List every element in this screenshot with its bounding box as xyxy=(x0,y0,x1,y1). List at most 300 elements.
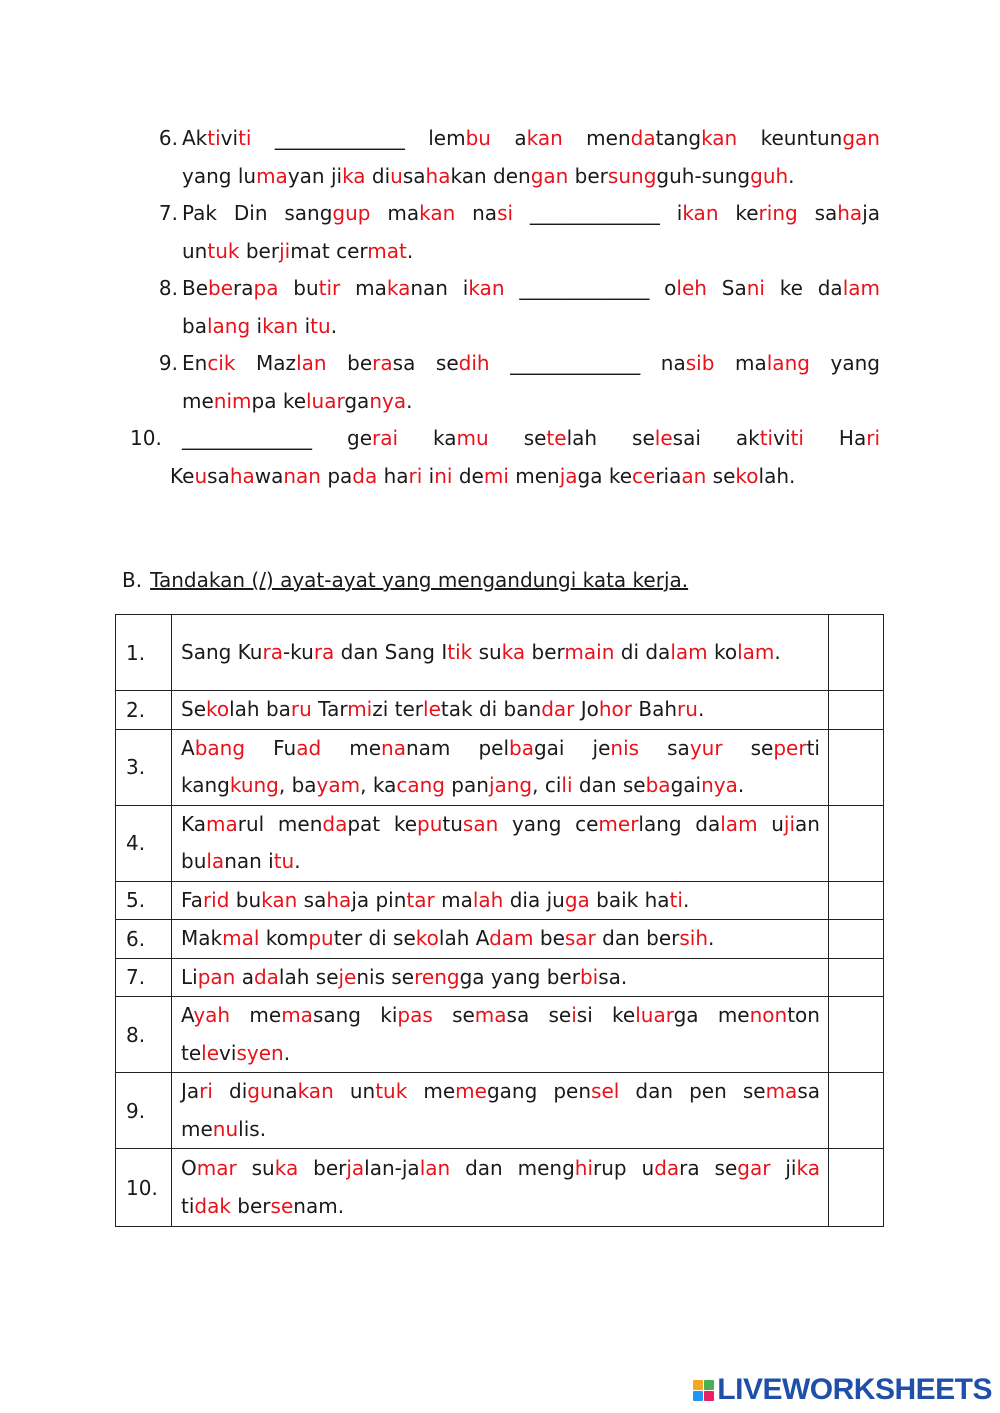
syllable-text: ria xyxy=(655,463,682,488)
row-number: 8. xyxy=(116,997,172,1073)
syllable-text: mat cer xyxy=(290,238,368,263)
syllable-text: ma xyxy=(434,887,473,912)
syllable-text: tun xyxy=(809,126,843,150)
syllable-text: i xyxy=(298,313,311,338)
syllable-text: Ak xyxy=(182,126,208,150)
syllable-text: ge xyxy=(347,426,372,450)
tick-answer-cell[interactable] xyxy=(829,997,884,1073)
syllable-text: lang da xyxy=(638,811,721,836)
sentence-line xyxy=(181,997,820,1035)
syllable-text: se xyxy=(722,735,774,760)
syllable-text: se xyxy=(432,1003,475,1027)
sentence-line xyxy=(181,806,820,844)
syllable-text: _____________ xyxy=(504,276,665,300)
syllable-text: Fa xyxy=(181,887,203,912)
syllable-text: se xyxy=(488,426,547,450)
syllable-text: En xyxy=(182,351,208,375)
question-line xyxy=(182,345,880,383)
highlighted-syllable: luar xyxy=(635,1003,674,1027)
row-number: 10. xyxy=(116,1149,172,1227)
sentence-line xyxy=(181,1188,820,1226)
syllable-text: A xyxy=(181,1003,194,1027)
highlighted-syllable: kan xyxy=(701,126,738,150)
sentence-line xyxy=(181,1150,820,1188)
syllable-text: ra xyxy=(233,276,254,300)
syllable-text: ha xyxy=(377,463,409,488)
question-text xyxy=(182,345,880,420)
syllable-text: ga me xyxy=(673,1003,750,1027)
syllable-text: pa xyxy=(320,463,353,488)
syllable-text: me xyxy=(181,1116,213,1141)
syllable-text: rul men xyxy=(237,811,323,836)
highlighted-syllable: sung xyxy=(607,163,657,188)
row-number: 5. xyxy=(116,881,172,920)
highlighted-syllable: tuk xyxy=(207,238,240,263)
question-line xyxy=(182,383,880,421)
highlighted-syllable: tir xyxy=(318,276,341,300)
section-b-label: B. xyxy=(122,568,143,592)
sentence-line xyxy=(181,843,820,881)
row-number: 3. xyxy=(116,729,172,805)
syllable-text: Li xyxy=(181,964,198,989)
highlighted-syllable: si xyxy=(497,201,514,225)
syllable-text: tak di ban xyxy=(440,697,542,721)
question-line xyxy=(182,120,880,158)
sentence-line xyxy=(181,1035,820,1073)
highlighted-syllable: ti xyxy=(669,887,683,912)
highlighted-syllable: je xyxy=(338,964,357,989)
highlighted-syllable: na xyxy=(381,735,406,760)
syllable-text: yang ce xyxy=(498,811,599,836)
logo-square xyxy=(704,1391,714,1401)
table-row xyxy=(116,1073,884,1149)
table-row xyxy=(116,958,884,997)
syllable-text: O xyxy=(181,1156,197,1180)
sentence-cell xyxy=(172,1149,829,1227)
syllable-text: _____________ xyxy=(182,426,347,450)
syllable-text: sa xyxy=(297,887,327,912)
highlighted-syllable: ko xyxy=(415,926,439,950)
syllable-text: ja xyxy=(862,201,880,225)
highlighted-syllable: ko xyxy=(206,697,230,721)
highlighted-syllable: ri xyxy=(408,463,423,488)
highlighted-syllable: lan xyxy=(296,351,327,375)
highlighted-syllable: tar xyxy=(406,887,435,912)
highlighted-syllable: sel xyxy=(591,1079,620,1103)
syllable-text: dan meng xyxy=(450,1156,575,1180)
highlighted-syllable: ha xyxy=(229,463,255,488)
syllable-text: lan-ja xyxy=(364,1156,420,1180)
question-text xyxy=(182,120,880,195)
syllable-text: me xyxy=(407,1079,456,1103)
highlighted-syllable: ni xyxy=(746,276,765,300)
syllable-text: Sa xyxy=(706,276,747,300)
highlighted-syllable: u xyxy=(194,463,208,488)
syllable-text: , ci xyxy=(532,773,562,797)
syllable-text: i xyxy=(250,313,263,338)
highlighted-syllable: da xyxy=(322,811,348,836)
syllable-text: te xyxy=(181,1040,202,1065)
syllable-text: ber xyxy=(230,1193,271,1218)
table-row xyxy=(116,615,884,691)
question-line xyxy=(182,420,880,458)
highlighted-syllable: mar xyxy=(196,1156,237,1180)
question-item xyxy=(130,345,880,420)
sentence-cell xyxy=(172,729,829,805)
syllable-text: sa xyxy=(207,463,230,488)
question-number: 7. xyxy=(158,201,178,225)
syllable-text: men xyxy=(562,126,631,150)
syllable-text: me xyxy=(321,735,382,760)
highlighted-syllable: luar xyxy=(306,388,345,413)
syllable-text: un xyxy=(333,1079,376,1103)
syllable-text: su xyxy=(472,639,502,664)
syllable-text: Sang Ku xyxy=(181,639,263,664)
syllable-text: dan Sang I xyxy=(334,639,448,664)
table-row xyxy=(116,881,884,920)
syllable-text: tu xyxy=(442,811,463,836)
highlighted-syllable: tuk xyxy=(375,1079,408,1103)
sentence-cell xyxy=(172,691,829,730)
highlighted-syllable: ja xyxy=(346,1156,365,1180)
syllable-text: ba xyxy=(182,313,207,338)
highlighted-syllable: da xyxy=(630,126,656,150)
highlighted-syllable: lang xyxy=(766,351,810,375)
sentence-cell xyxy=(172,958,829,997)
syllable-text: kom xyxy=(259,926,309,950)
sentence-line xyxy=(181,882,820,920)
highlighted-syllable: da xyxy=(352,463,378,488)
syllable-text: i xyxy=(676,201,683,225)
syllable-text: ga xyxy=(344,388,370,413)
row-number: 2. xyxy=(116,691,172,730)
highlighted-syllable: dak xyxy=(194,1193,231,1218)
syllable-text: ma xyxy=(340,276,387,300)
highlighted-syllable: kung xyxy=(229,773,279,797)
syllable-text: ti xyxy=(181,1193,195,1218)
syllable-text: ke da xyxy=(764,276,843,300)
syllable-text: ga yang ber xyxy=(459,964,580,989)
syllable-text: ko xyxy=(707,639,738,664)
syllable-text: lah. xyxy=(758,463,796,488)
logo-square xyxy=(693,1380,703,1390)
highlighted-syllable: lam xyxy=(842,276,880,300)
highlighted-syllable: nan xyxy=(283,463,321,488)
syllable-text: nam. xyxy=(293,1193,345,1218)
highlighted-syllable: mi xyxy=(347,697,373,721)
syllable-text: di da xyxy=(614,639,671,664)
highlighted-syllable: ha xyxy=(425,163,451,188)
question-item xyxy=(130,420,880,495)
highlighted-syllable: gan xyxy=(842,126,880,150)
highlighted-syllable: yur xyxy=(689,735,723,760)
highlighted-syllable: bi xyxy=(579,964,599,989)
syllable-text: gai je xyxy=(533,735,611,760)
highlighted-syllable: mat xyxy=(367,238,407,263)
syllable-text: be xyxy=(533,926,565,950)
highlighted-syllable: kan xyxy=(419,201,456,225)
syllable-text: nan i xyxy=(224,849,274,873)
syllable-text: ga ke xyxy=(577,463,633,488)
syllable-text: Be xyxy=(182,276,209,300)
highlighted-syllable: kan xyxy=(526,126,563,150)
row-number: 7. xyxy=(116,958,172,997)
syllable-text: bu xyxy=(278,276,319,300)
syllable-text: tang xyxy=(655,126,702,150)
syllable-text: ja pin xyxy=(351,887,407,912)
syllable-text: -ku xyxy=(282,639,314,664)
highlighted-syllable: lam xyxy=(737,639,775,664)
question-item xyxy=(130,195,880,270)
highlighted-syllable: ka xyxy=(501,639,526,664)
tick-answer-cell[interactable] xyxy=(829,691,884,730)
highlighted-syllable: mi xyxy=(483,463,509,488)
highlighted-syllable: ma xyxy=(256,163,288,188)
syllable-text: lis. xyxy=(238,1116,267,1141)
question-line xyxy=(182,233,880,271)
tick-answer-cell[interactable] xyxy=(829,881,884,920)
syllable-text: . xyxy=(697,697,705,721)
highlighted-syllable: ad xyxy=(296,735,322,760)
highlighted-syllable: se xyxy=(270,1193,294,1218)
syllable-text: lah ba xyxy=(229,697,291,721)
syllable-text: Ha xyxy=(803,426,867,450)
tick-answer-cell[interactable] xyxy=(829,615,884,691)
highlighted-syllable: lah xyxy=(472,887,504,912)
syllable-text: gang pen xyxy=(486,1079,592,1103)
syllable-text: de xyxy=(452,463,484,488)
sentence-line xyxy=(181,634,820,672)
sentence-cell xyxy=(172,997,829,1073)
syllable-text: . xyxy=(774,639,781,664)
highlighted-syllable: pas xyxy=(397,1003,433,1027)
syllable-text: na xyxy=(660,351,686,375)
highlighted-syllable: la xyxy=(206,849,225,873)
highlighted-syllable: cik xyxy=(207,351,236,375)
syllable-text: . xyxy=(788,163,795,188)
syllable-text: . xyxy=(406,388,413,413)
syllable-text: ma xyxy=(370,201,420,225)
syllable-text: ji xyxy=(770,1156,797,1180)
highlighted-syllable: da xyxy=(253,964,279,989)
syllable-text: an xyxy=(795,811,820,836)
highlighted-syllable: yam xyxy=(316,773,361,797)
highlighted-syllable: hor xyxy=(598,697,633,721)
highlighted-syllable: tu xyxy=(273,849,295,873)
syllable-text: bu xyxy=(229,887,262,912)
question-text xyxy=(182,195,880,270)
syllable-text: kan den xyxy=(450,163,531,188)
highlighted-syllable: an xyxy=(681,463,707,488)
syllable-text: ke xyxy=(718,201,759,225)
syllable-text: a xyxy=(490,126,527,150)
table-row xyxy=(116,729,884,805)
syllable-text: be xyxy=(326,351,373,375)
row-number: 1. xyxy=(116,615,172,691)
syllable-text: . xyxy=(294,849,301,873)
syllable-text: vi xyxy=(773,426,791,450)
syllable-text: u xyxy=(757,811,784,836)
sentence-line xyxy=(181,730,820,768)
highlighted-syllable: pa xyxy=(253,276,279,300)
syllable-text: dan ber xyxy=(595,926,680,950)
highlighted-syllable: dar xyxy=(541,697,575,721)
syllable-text: di xyxy=(212,1079,248,1103)
highlighted-syllable: ko xyxy=(735,463,759,488)
syllable-text: keun xyxy=(737,126,810,150)
highlighted-syllable: ji xyxy=(783,811,796,836)
highlighted-syllable: nis xyxy=(610,735,640,760)
highlighted-syllable: mer xyxy=(598,811,639,836)
highlighted-syllable: bu xyxy=(465,126,491,150)
table-row xyxy=(116,920,884,959)
syllable-text: pan xyxy=(444,773,489,797)
syllable-text: . xyxy=(283,1040,291,1065)
highlighted-syllable: ti xyxy=(238,126,252,150)
highlighted-syllable: gan xyxy=(530,163,569,188)
table-row xyxy=(116,691,884,730)
highlighted-syllable: kan xyxy=(297,1079,334,1103)
highlighted-syllable: leh xyxy=(676,276,707,300)
syllable-text: ti xyxy=(806,735,820,760)
highlighted-syllable: ce xyxy=(632,463,656,488)
syllable-text: kang xyxy=(181,773,230,797)
syllable-text: na xyxy=(455,201,498,225)
highlighted-syllable: nya xyxy=(369,388,407,413)
sentence-cell xyxy=(172,805,829,881)
syllable-text: men xyxy=(508,463,560,488)
syllable-text: , ba xyxy=(278,773,317,797)
logo-mark-icon xyxy=(693,1380,714,1401)
highlighted-syllable: pan xyxy=(197,964,236,989)
syllable-text: yang xyxy=(809,351,880,375)
question-line xyxy=(182,158,880,196)
highlighted-syllable: ra xyxy=(313,639,335,664)
section-a-items xyxy=(130,120,880,495)
syllable-text: _____________ xyxy=(489,351,661,375)
syllable-text: sa. xyxy=(598,964,628,989)
syllable-text: na xyxy=(272,1079,298,1103)
highlighted-syllable: ka xyxy=(342,163,366,188)
highlighted-syllable: cang xyxy=(396,773,445,797)
syllable-text: ka xyxy=(398,426,457,450)
syllable-text: me xyxy=(230,1003,282,1027)
syllable-text: un xyxy=(182,238,208,263)
highlighted-syllable: li xyxy=(561,773,573,797)
syllable-text: . xyxy=(406,238,414,263)
highlighted-syllable: ri xyxy=(199,1079,213,1103)
syllable-text: Bah xyxy=(632,697,678,721)
sentence-line xyxy=(181,767,820,805)
highlighted-syllable: lan xyxy=(419,1156,451,1180)
syllable-text: Ke xyxy=(170,463,195,488)
syllable-text: o xyxy=(664,276,677,300)
tick-answer-cell[interactable] xyxy=(829,958,884,997)
highlighted-syllable: da xyxy=(654,1156,680,1180)
syllable-text: sa xyxy=(797,1079,820,1103)
highlighted-syllable: ka xyxy=(796,1156,820,1180)
highlighted-syllable: kan xyxy=(468,276,505,300)
tick-answer-cell[interactable] xyxy=(829,1149,884,1227)
liveworksheets-logo xyxy=(693,1373,992,1407)
syllable-text: nan i xyxy=(410,276,469,300)
syllable-text: a xyxy=(235,964,254,989)
syllable-text: dan se xyxy=(572,773,646,797)
highlighted-syllable: mu xyxy=(456,426,489,450)
syllable-text: Se xyxy=(181,697,206,721)
syllable-text: ton xyxy=(787,1003,820,1027)
syllable-text: Ka xyxy=(181,811,207,836)
syllable-text: ber xyxy=(239,238,280,263)
highlighted-syllable: main xyxy=(564,639,615,664)
question-line xyxy=(182,308,880,346)
highlighted-syllable: rai xyxy=(372,426,399,450)
tick-answer-cell[interactable] xyxy=(829,805,884,881)
highlighted-syllable: kan xyxy=(682,201,719,225)
highlighted-syllable: ti xyxy=(790,426,804,450)
syllable-text: . xyxy=(330,313,338,338)
syllable-text: , ka xyxy=(360,773,397,797)
question-item xyxy=(130,120,880,195)
syllable-text: vi xyxy=(219,1040,237,1065)
highlighted-syllable: lam xyxy=(670,639,708,664)
question-number: 10. xyxy=(130,426,162,450)
syllable-text: vi xyxy=(220,126,239,150)
sentence-line xyxy=(181,1111,820,1149)
highlighted-syllable: le xyxy=(654,426,673,450)
highlighted-syllable: bang xyxy=(194,735,246,760)
tick-answer-cell[interactable] xyxy=(829,920,884,959)
highlighted-syllable: ra xyxy=(262,639,283,664)
highlighted-syllable: syen xyxy=(236,1040,284,1065)
highlighted-syllable: ja xyxy=(559,463,578,488)
highlighted-syllable: pu xyxy=(308,926,334,950)
syllable-text: guh-sung xyxy=(656,163,751,188)
highlighted-syllable: ri xyxy=(866,426,881,450)
logo-square xyxy=(704,1380,714,1390)
sentence-line xyxy=(181,1073,820,1111)
row-number: 6. xyxy=(116,920,172,959)
question-number: 9. xyxy=(158,351,178,375)
sentence-cell xyxy=(172,920,829,959)
highlighted-syllable: ma xyxy=(765,1079,798,1103)
syllable-text: rup u xyxy=(593,1156,655,1180)
syllable-text: baik ha xyxy=(589,887,670,912)
highlighted-syllable: ma xyxy=(206,811,238,836)
syllable-text: ber xyxy=(568,163,608,188)
highlighted-syllable: nya xyxy=(701,773,738,797)
question-number: 6. xyxy=(158,126,178,150)
syllable-text: gai xyxy=(670,773,702,797)
syllable-text: i xyxy=(422,463,435,488)
highlighted-syllable: nim xyxy=(213,388,252,413)
syllable-text: ber xyxy=(298,1156,347,1180)
syllable-text: Jo xyxy=(574,697,599,721)
sentence-line xyxy=(181,959,820,997)
question-item xyxy=(130,270,880,345)
tick-answer-cell[interactable] xyxy=(829,1073,884,1149)
highlighted-syllable: dih xyxy=(458,351,490,375)
row-number: 9. xyxy=(116,1073,172,1149)
syllable-text: dia ju xyxy=(503,887,565,912)
highlighted-syllable: pu xyxy=(417,811,443,836)
highlighted-syllable: le xyxy=(201,1040,220,1065)
highlighted-syllable: nu xyxy=(212,1116,239,1141)
brand-live: LIVE xyxy=(717,1373,782,1406)
tick-answer-cell[interactable] xyxy=(829,729,884,805)
table-row xyxy=(116,997,884,1073)
syllable-text: lah se xyxy=(566,426,655,450)
